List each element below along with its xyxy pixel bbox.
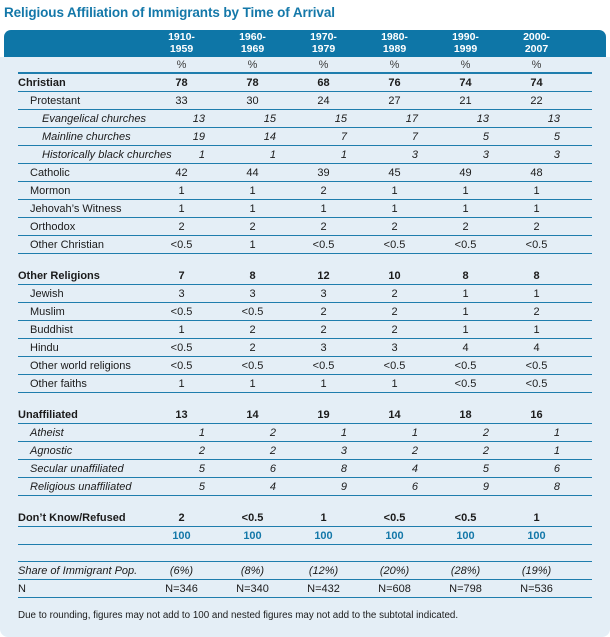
cell-value: 1 xyxy=(553,444,560,457)
cell-value: 8 xyxy=(340,462,347,475)
cell-value: 1 xyxy=(249,377,256,390)
cell-value: 3 xyxy=(391,341,398,354)
table-row xyxy=(18,442,592,460)
table-row xyxy=(18,128,592,146)
cell-value: 6 xyxy=(553,462,560,475)
cell-value: 100 xyxy=(527,529,546,542)
table-row xyxy=(18,92,592,110)
cell-value: 2 xyxy=(269,444,276,457)
figure-title: Religious Affiliation of Immigrants by Time of Arrival xyxy=(4,5,335,20)
cell-value: 2 xyxy=(482,426,489,439)
table-row xyxy=(18,527,592,545)
cell-value: 2 xyxy=(411,444,418,457)
table-row xyxy=(18,267,592,285)
row-label: Muslim xyxy=(30,305,65,318)
column-header xyxy=(217,32,288,55)
cell-value: 13 xyxy=(175,408,188,421)
table-row xyxy=(18,303,592,321)
table-row xyxy=(18,146,592,164)
cell-value: 76 xyxy=(388,76,401,89)
unit-cell: % xyxy=(247,58,258,71)
row-label: Atheist xyxy=(30,426,64,439)
column-header-label: 1990-1999 xyxy=(452,31,479,55)
cell-value: 5 xyxy=(553,130,560,143)
cell-value: <0.5 xyxy=(525,238,548,251)
table-row xyxy=(18,562,592,580)
row-label: Historically black churches xyxy=(42,148,172,161)
cell-value: 2 xyxy=(391,305,398,318)
cell-value: 15 xyxy=(263,112,276,125)
cell-value: 100 xyxy=(314,529,333,542)
cell-value: 1 xyxy=(340,426,347,439)
header-label-spacer xyxy=(18,32,146,55)
cell-value: 1 xyxy=(462,184,469,197)
cell-value: 1 xyxy=(533,184,540,197)
cell-value: <0.5 xyxy=(241,359,264,372)
cell-value: 2 xyxy=(178,220,185,233)
row-label: Other faiths xyxy=(30,377,87,390)
unit-row xyxy=(18,57,592,74)
cell-value: 2 xyxy=(178,511,185,524)
cell-value: <0.5 xyxy=(312,238,335,251)
row-label: Secular unaffiliated xyxy=(30,462,124,475)
cell-value: 1 xyxy=(462,305,469,318)
table-row xyxy=(18,339,592,357)
row-label: Jehovah’s Witness xyxy=(30,202,122,215)
table-row xyxy=(18,110,592,128)
cell-value: 4 xyxy=(411,462,418,475)
cell-value: 12 xyxy=(317,269,330,282)
table-row xyxy=(18,236,592,254)
cell-value: (6%) xyxy=(169,564,194,577)
cell-value: 1 xyxy=(391,377,398,390)
table-row xyxy=(18,357,592,375)
row-label: Unaffiliated xyxy=(18,408,78,421)
unit-cell: % xyxy=(531,58,542,71)
cell-value: 1 xyxy=(198,426,205,439)
column-header xyxy=(288,32,359,55)
cell-value: 1 xyxy=(533,202,540,215)
cell-value: 1 xyxy=(249,238,256,251)
cell-value: <0.5 xyxy=(312,359,335,372)
cell-value: <0.5 xyxy=(525,377,548,390)
footnote: Due to rounding, figures may not add to 100 and nested figures may not add to the subtotal indicated. xyxy=(18,610,459,621)
table-row xyxy=(18,406,592,424)
cell-value: 8 xyxy=(249,269,256,282)
cell-value: 3 xyxy=(178,287,185,300)
cell-value: 3 xyxy=(340,444,347,457)
table-body xyxy=(18,74,592,598)
cell-value: 78 xyxy=(175,76,188,89)
section-gap xyxy=(18,545,592,562)
cell-value: 3 xyxy=(553,148,560,161)
cell-value: 74 xyxy=(459,76,472,89)
cell-value: 1 xyxy=(178,202,185,215)
table-row xyxy=(18,478,592,496)
cell-value: <0.5 xyxy=(383,511,406,524)
row-label: Religious unaffiliated xyxy=(30,480,132,493)
row-label: Evangelical churches xyxy=(42,112,146,125)
row-label: N xyxy=(18,582,26,595)
cell-value: 78 xyxy=(246,76,259,89)
column-header-label: 1970-1979 xyxy=(310,31,337,55)
cell-value: 2 xyxy=(533,220,540,233)
cell-value: 3 xyxy=(249,287,256,300)
row-label: Other Christian xyxy=(30,238,104,251)
cell-value: 18 xyxy=(459,408,472,421)
cell-value: 3 xyxy=(482,148,489,161)
cell-value: 19 xyxy=(317,408,330,421)
cell-value: 1 xyxy=(249,184,256,197)
cell-value: 8 xyxy=(553,480,560,493)
cell-value: 22 xyxy=(530,94,543,107)
cell-value: 1 xyxy=(178,323,185,336)
cell-value: <0.5 xyxy=(170,341,193,354)
cell-value: 100 xyxy=(172,529,191,542)
cell-value: 14 xyxy=(388,408,401,421)
row-label: Catholic xyxy=(30,166,70,179)
cell-value: 1 xyxy=(320,511,327,524)
cell-value: 2 xyxy=(462,220,469,233)
cell-value: <0.5 xyxy=(383,359,406,372)
column-header-label: 1980-1989 xyxy=(381,31,408,55)
cell-value: (12%) xyxy=(308,564,339,577)
cell-value: 9 xyxy=(340,480,347,493)
cell-value: N=608 xyxy=(378,582,411,595)
cell-value: 39 xyxy=(317,166,330,179)
cell-value: 45 xyxy=(388,166,401,179)
cell-value: 27 xyxy=(388,94,401,107)
cell-value: 2 xyxy=(320,184,327,197)
cell-value: <0.5 xyxy=(383,238,406,251)
row-label: Other Religions xyxy=(18,269,100,282)
cell-value: 1 xyxy=(249,202,256,215)
cell-value: 2 xyxy=(482,444,489,457)
header-row xyxy=(18,30,606,55)
section-gap xyxy=(18,496,592,509)
cell-value: 68 xyxy=(317,76,330,89)
table-row xyxy=(18,285,592,303)
table-row xyxy=(18,182,592,200)
cell-value: 2 xyxy=(391,220,398,233)
cell-value: 2 xyxy=(391,323,398,336)
cell-value: N=798 xyxy=(449,582,482,595)
cell-value: 1 xyxy=(178,377,185,390)
cell-value: 13 xyxy=(192,112,205,125)
column-header xyxy=(501,32,572,55)
cell-value: 1 xyxy=(533,511,540,524)
column-header-label: 1960-1969 xyxy=(239,31,266,55)
cell-value: 44 xyxy=(246,166,259,179)
row-label: Don’t Know/Refused xyxy=(18,511,126,524)
cell-value: 14 xyxy=(263,130,276,143)
cell-value: <0.5 xyxy=(454,377,477,390)
row-label: Jewish xyxy=(30,287,64,300)
cell-value: <0.5 xyxy=(170,305,193,318)
cell-value: 1 xyxy=(178,184,185,197)
cell-value: 1 xyxy=(320,377,327,390)
cell-value: 100 xyxy=(243,529,262,542)
cell-value: 1 xyxy=(411,426,418,439)
column-header xyxy=(146,32,217,55)
cell-value: 33 xyxy=(175,94,188,107)
cell-value: 19 xyxy=(192,130,205,143)
cell-value: N=340 xyxy=(236,582,269,595)
table-card xyxy=(0,57,610,637)
cell-value: 2 xyxy=(249,220,256,233)
cell-value: 7 xyxy=(340,130,347,143)
cell-value: <0.5 xyxy=(170,359,193,372)
cell-value: 1 xyxy=(462,323,469,336)
cell-value: 5 xyxy=(198,480,205,493)
row-label: Orthodox xyxy=(30,220,76,233)
cell-value: 2 xyxy=(320,323,327,336)
cell-value: 2 xyxy=(533,305,540,318)
cell-value: 13 xyxy=(547,112,560,125)
cell-value: 1 xyxy=(269,148,276,161)
column-header-label: 1910-1959 xyxy=(168,31,195,55)
cell-value: 7 xyxy=(178,269,185,282)
cell-value: 13 xyxy=(476,112,489,125)
table-row xyxy=(18,218,592,236)
cell-value: 1 xyxy=(462,202,469,215)
table-row xyxy=(18,74,592,92)
table-row xyxy=(18,509,592,527)
row-label: Share of Immigrant Pop. xyxy=(18,564,138,577)
cell-value: 2 xyxy=(320,305,327,318)
cell-value: 3 xyxy=(411,148,418,161)
cell-value: 4 xyxy=(533,341,540,354)
table-header-band xyxy=(4,30,606,57)
section-gap xyxy=(18,393,592,406)
row-label: Hindu xyxy=(30,341,59,354)
cell-value: 5 xyxy=(482,462,489,475)
row-label: Christian xyxy=(18,76,66,89)
unit-cell: % xyxy=(318,58,329,71)
unit-cell: % xyxy=(176,58,187,71)
cell-value: 2 xyxy=(269,426,276,439)
cell-value: 3 xyxy=(320,341,327,354)
cell-value: 4 xyxy=(462,341,469,354)
cell-value: 9 xyxy=(482,480,489,493)
cell-value: N=432 xyxy=(307,582,340,595)
cell-value: 100 xyxy=(385,529,404,542)
cell-value: 1 xyxy=(462,287,469,300)
cell-value: 15 xyxy=(334,112,347,125)
cell-value: 8 xyxy=(533,269,540,282)
section-gap xyxy=(18,254,592,267)
cell-value: N=346 xyxy=(165,582,198,595)
data-table xyxy=(18,57,592,598)
cell-value: (28%) xyxy=(450,564,481,577)
cell-value: 1 xyxy=(533,287,540,300)
cell-value: 48 xyxy=(530,166,543,179)
cell-value: <0.5 xyxy=(525,359,548,372)
cell-value: 17 xyxy=(405,112,418,125)
cell-value: <0.5 xyxy=(241,305,264,318)
cell-value: (8%) xyxy=(240,564,265,577)
cell-value: 1 xyxy=(533,323,540,336)
cell-value: 3 xyxy=(320,287,327,300)
cell-value: 16 xyxy=(530,408,543,421)
table-row xyxy=(18,200,592,218)
cell-value: 49 xyxy=(459,166,472,179)
cell-value: 1 xyxy=(391,184,398,197)
unit-cell: % xyxy=(389,58,400,71)
row-label: Mainline churches xyxy=(42,130,131,143)
table-row xyxy=(18,580,592,598)
cell-value: 1 xyxy=(320,202,327,215)
cell-value: 2 xyxy=(249,323,256,336)
cell-value: 74 xyxy=(530,76,543,89)
cell-value: <0.5 xyxy=(241,511,264,524)
cell-value: 14 xyxy=(246,408,259,421)
cell-value: 21 xyxy=(459,94,472,107)
cell-value: 2 xyxy=(249,341,256,354)
row-label: Other world religions xyxy=(30,359,131,372)
header-right-spacer xyxy=(572,32,592,55)
cell-value: 30 xyxy=(246,94,259,107)
cell-value: 2 xyxy=(320,220,327,233)
cell-value: <0.5 xyxy=(454,359,477,372)
row-label: Buddhist xyxy=(30,323,73,336)
cell-value: <0.5 xyxy=(454,511,477,524)
cell-value: 1 xyxy=(198,148,205,161)
row-label: Agnostic xyxy=(30,444,73,457)
cell-value: 5 xyxy=(198,462,205,475)
cell-value: 6 xyxy=(411,480,418,493)
cell-value: 10 xyxy=(388,269,401,282)
cell-value: (20%) xyxy=(379,564,410,577)
cell-value: 6 xyxy=(269,462,276,475)
cell-value: 1 xyxy=(340,148,347,161)
column-header-label: 2000-2007 xyxy=(523,31,550,55)
cell-value: 1 xyxy=(391,202,398,215)
cell-value: 2 xyxy=(391,287,398,300)
table-row xyxy=(18,164,592,182)
column-header xyxy=(359,32,430,55)
cell-value: 4 xyxy=(269,480,276,493)
cell-value: <0.5 xyxy=(170,238,193,251)
cell-value: 42 xyxy=(175,166,188,179)
cell-value: 8 xyxy=(462,269,469,282)
row-label: Protestant xyxy=(30,94,81,107)
cell-value: 2 xyxy=(198,444,205,457)
cell-value: 24 xyxy=(317,94,330,107)
cell-value: <0.5 xyxy=(454,238,477,251)
cell-value: (19%) xyxy=(521,564,552,577)
cell-value: 100 xyxy=(456,529,475,542)
cell-value: 7 xyxy=(411,130,418,143)
cell-value: 5 xyxy=(482,130,489,143)
table-row xyxy=(18,321,592,339)
row-label: Mormon xyxy=(30,184,71,197)
column-header xyxy=(430,32,501,55)
table-row xyxy=(18,460,592,478)
cell-value: 1 xyxy=(553,426,560,439)
unit-cell: % xyxy=(460,58,471,71)
table-row xyxy=(18,424,592,442)
cell-value: N=536 xyxy=(520,582,553,595)
table-row xyxy=(18,375,592,393)
